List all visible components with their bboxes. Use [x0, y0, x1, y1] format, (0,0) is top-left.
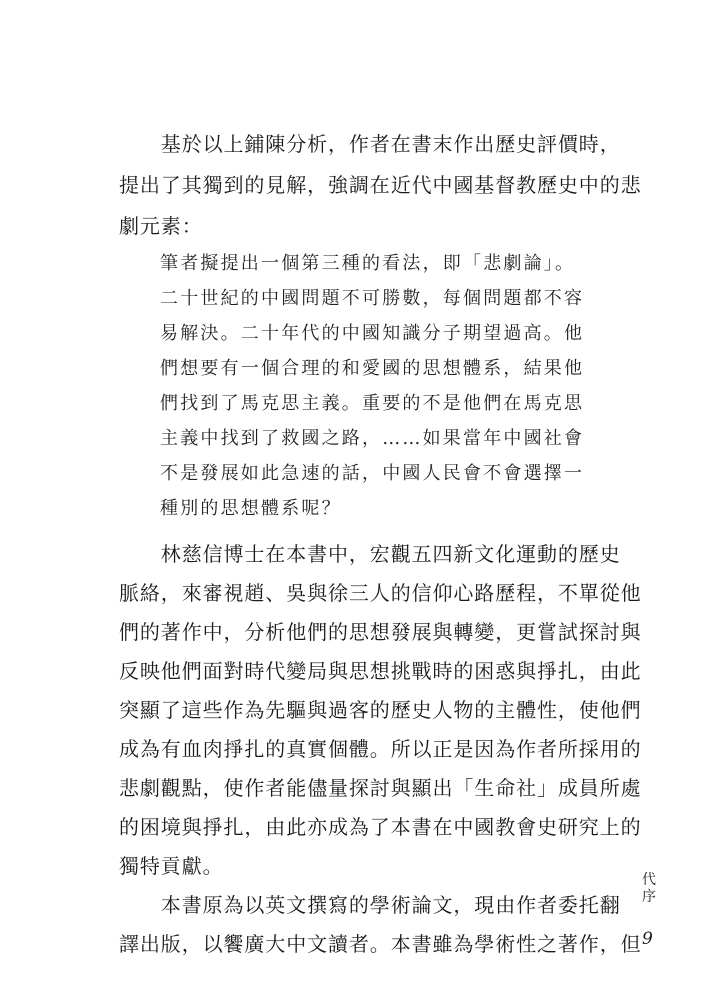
paragraph-2-line-3: 們的著作中，分析他們的思想發展與轉變，更嘗試探討與 — [119, 620, 642, 644]
page-number: 9 — [642, 929, 653, 949]
paragraph-2-line-2: 脈絡，來審視趙、吳與徐三人的信仰心路歷程，不單從他 — [119, 581, 642, 605]
paragraph-2-line-6: 成為有血肉掙扎的真實個體。所以正是因為作者所採用的 — [119, 737, 642, 761]
paragraph-1-line-1: 基於以上鋪陳分析，作者在書末作出歷史評價時， — [119, 132, 621, 156]
paragraph-2-line-5: 突顯了這些作為先驅與過客的歷史人物的主體性，使他們 — [119, 698, 642, 722]
paragraph-1-line-2: 提出了其獨到的見解，強調在近代中國基督教歷史中的悲 — [119, 173, 642, 197]
paragraph-1-line-3: 劇元素： — [119, 214, 203, 238]
quote-line-1: 筆者擬提出一個第三種的看法，即「悲劇論」。 — [160, 253, 576, 274]
quote-line-8: 種別的思想體系呢？ — [160, 498, 342, 519]
quote-line-2: 二十世紀的中國問題不可勝數，每個問題都不容 — [160, 288, 585, 309]
paragraph-2-line-4: 反映他們面對時代變局與思想挑戰時的困惑與掙扎，由此 — [119, 659, 642, 683]
paragraph-3-line-2: 譯出版，以饗廣大中文讀者。本書雖為學術性之著作，但 — [119, 932, 642, 956]
paragraph-2-line-8: 的困境與掙扎，由此亦成為了本書在中國教會史研究上的 — [119, 815, 642, 839]
paragraph-2-line-1: 林慈信博士在本書中，宏觀五四新文化運動的歷史 — [119, 542, 621, 566]
paragraph-3-line-1: 本書原為以英文撰寫的學術論文，現由作者委托翻 — [119, 893, 621, 917]
paragraph-2-line-9: 獨特貢獻。 — [119, 854, 224, 878]
quote-line-6: 主義中找到了救國之路，……如果當年中國社會 — [160, 428, 585, 449]
quote-line-4: 們想要有一個合理的和愛國的思想體系，結果他 — [160, 358, 585, 379]
quote-line-5: 們找到了馬克思主義。重要的不是他們在馬克思 — [160, 393, 585, 414]
running-section-label: 代序 — [642, 872, 656, 905]
quote-line-3: 易解決。二十年代的中國知識分子期望過高。他 — [160, 323, 585, 344]
paragraph-2-line-7: 悲劇觀點，使作者能儘量探討與顯出「生命社」成員所處 — [119, 776, 642, 800]
quote-line-7: 不是發展如此急速的話，中國人民會不會選擇一 — [160, 463, 585, 484]
